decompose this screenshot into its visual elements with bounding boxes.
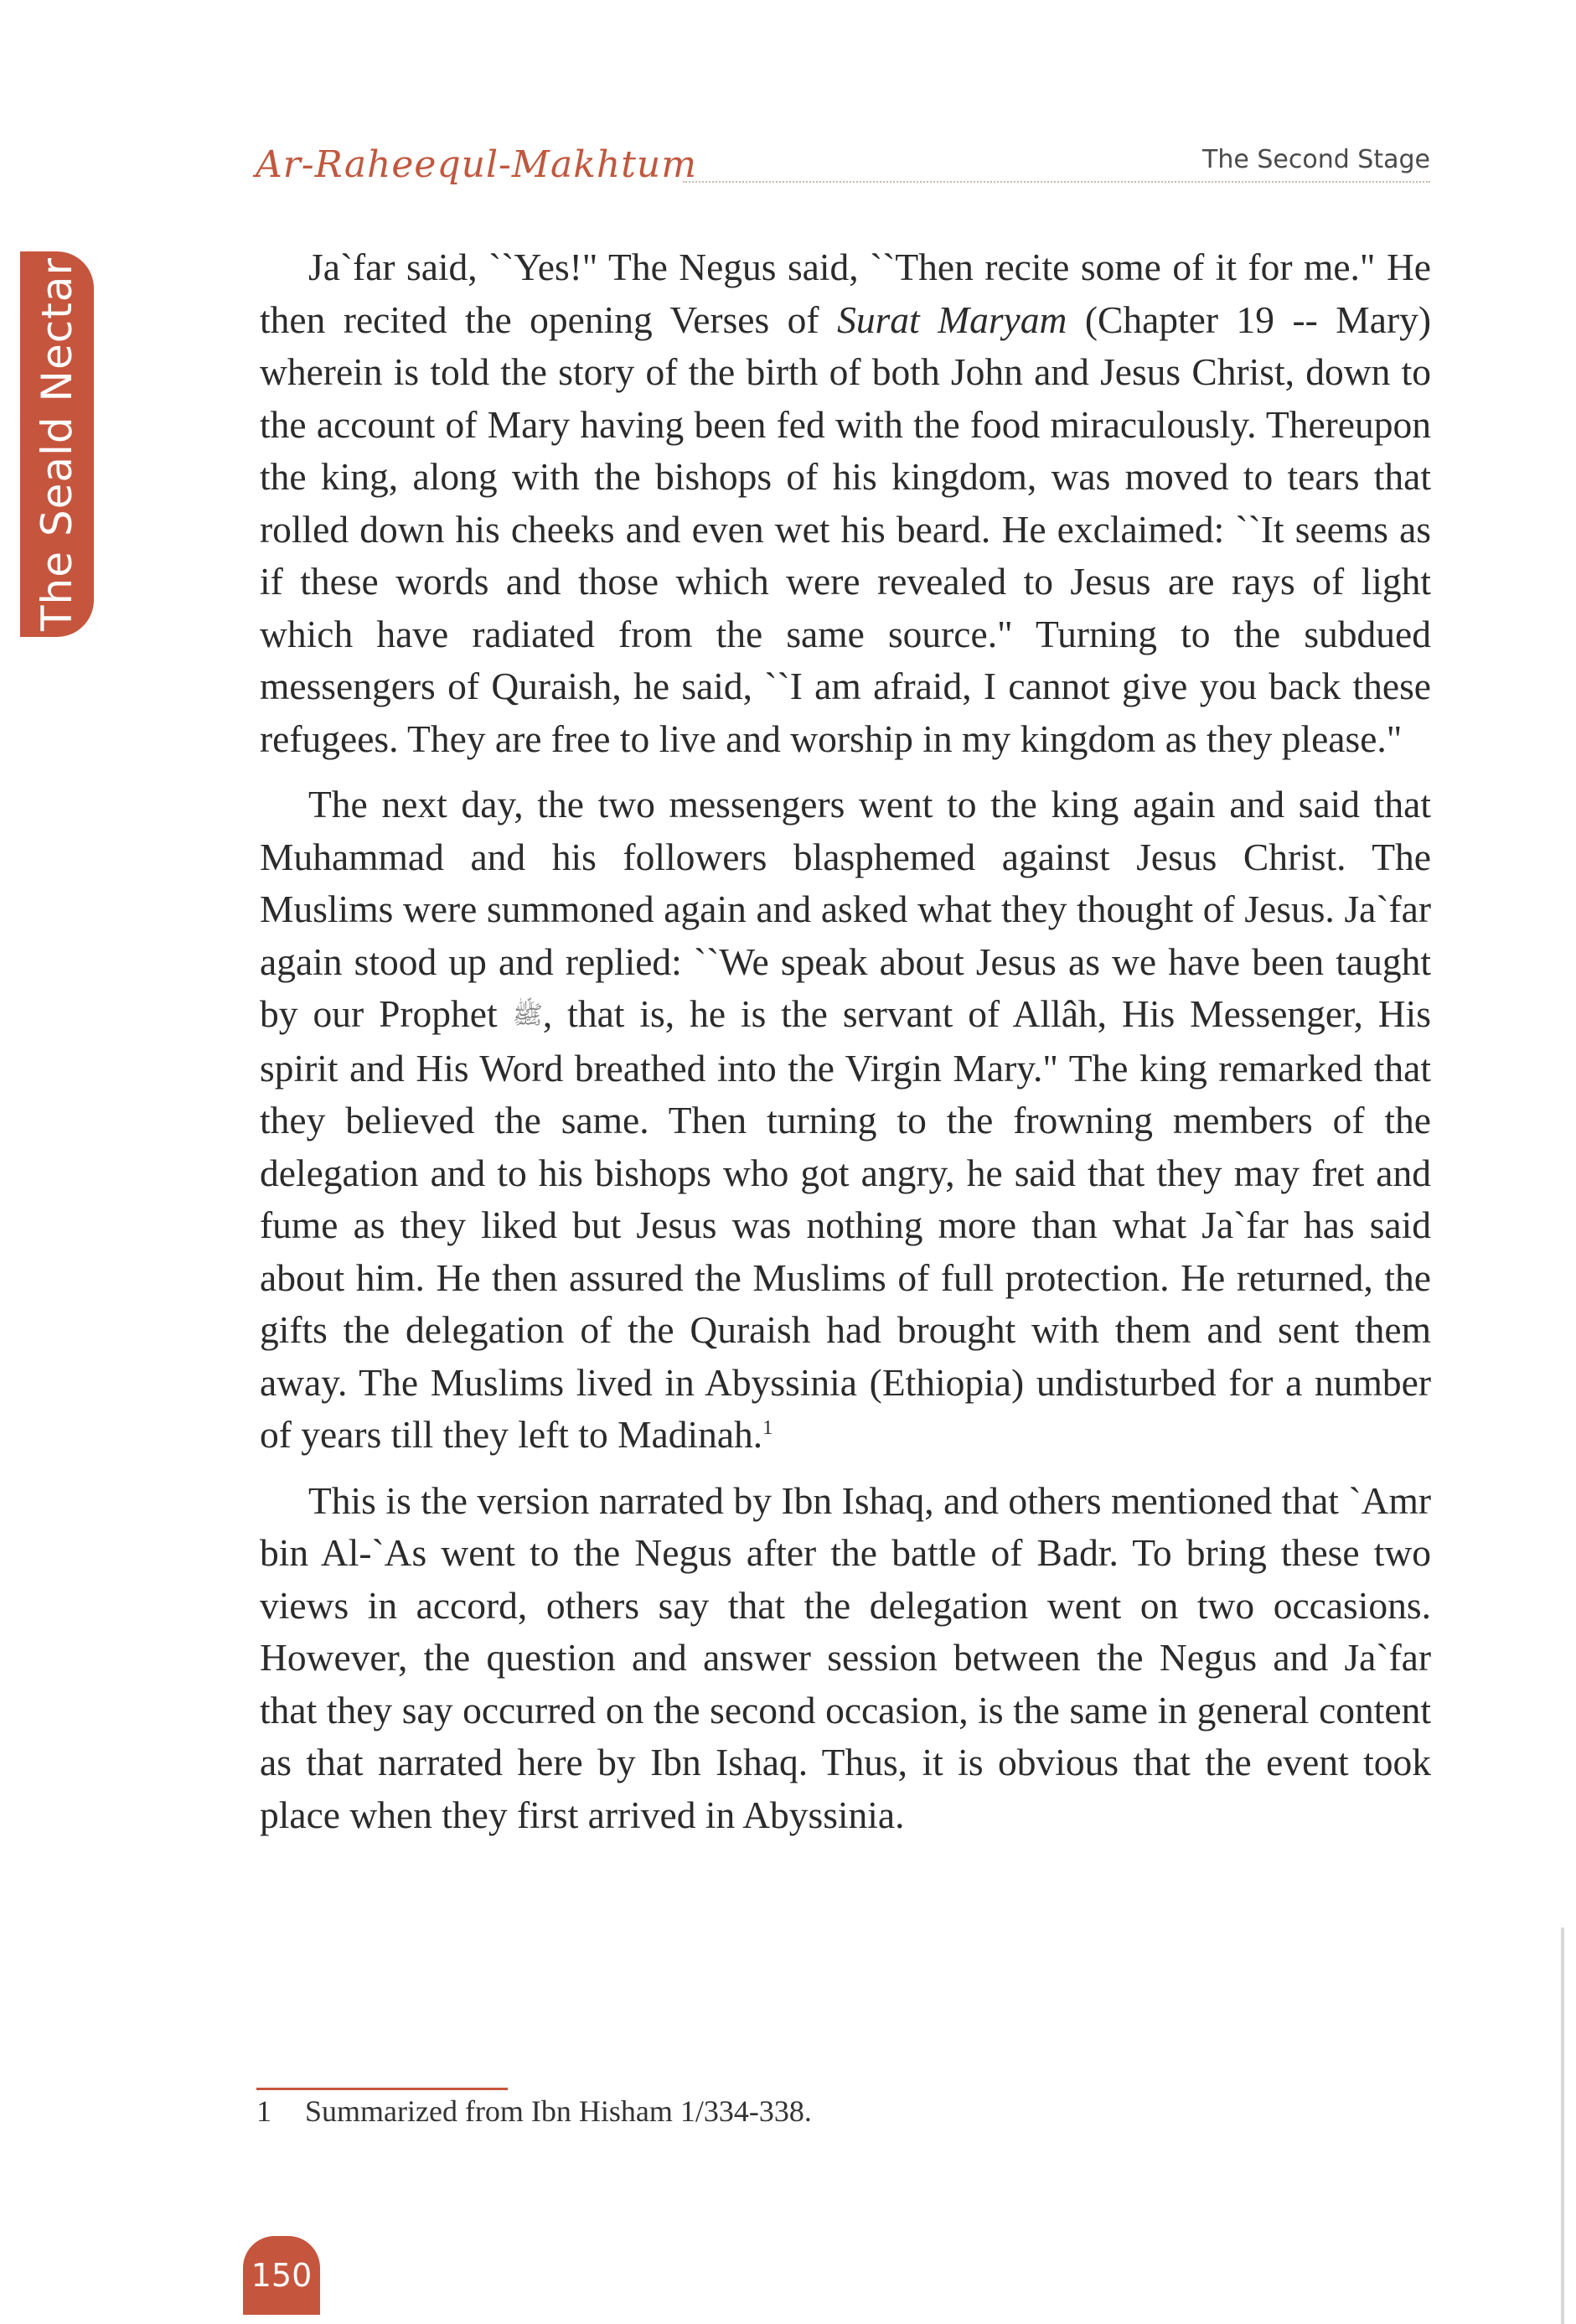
side-tab-label: The Seald Nectar xyxy=(33,256,82,632)
header-dotted-rule xyxy=(683,181,1430,183)
footnote-text: Summarized from Ibn Hisham 1/334-338. xyxy=(305,2094,812,2128)
main-text xyxy=(260,241,1431,1855)
running-section-title: The Second Stage xyxy=(1192,145,1430,174)
footnote xyxy=(256,2094,812,2129)
paragraph-2 xyxy=(260,779,1431,1462)
page-edge-shadow xyxy=(1561,1928,1564,2324)
footnote-number: 1 xyxy=(256,2094,271,2128)
page-number: 150 xyxy=(243,2236,320,2315)
paragraph-2-part-b: , that is, he is the servant of Allâh, His Messenger, His spirit and His Word breathed into the Virgin Mary." The king remarked that they believed the same. Then turning to the frowning members of the delegation and to his bishops who got angry, he said that they may fret and fume as they liked but Jesus was nothing more than what Ja`far has said about him. He then assured the Muslims of full protection. He returned, the gifts the delegation of the Quraish had brought with them and sent them away. The Muslims lived in Abyssinia (Ethiopia) undisturbed for a number of years till they left to Madinah. xyxy=(260,992,1431,1456)
footnote-divider xyxy=(256,2088,508,2090)
paragraph-1-part-a: Ja`far said, ``Yes!" The Negus said, ``Then recite some of it for me." He then recited the opening Verses of xyxy=(260,246,1431,341)
side-tab xyxy=(20,251,94,637)
running-book-title: Ar-Raheequl-Makhtum xyxy=(256,143,697,186)
page-header xyxy=(256,134,1430,193)
paragraph-1 xyxy=(260,241,1431,765)
footnote-reference[interactable]: 1 xyxy=(762,1416,773,1439)
paragraph-2-part-a: The next day, the two messengers went to the king again and said that Muhammad and his followers blasphemed against Jesus Christ. The Muslims were summoned again and asked what they thought of Jesus. Ja`far again stood up and replied: ``We speak about Jesus as we have been taught by our Prophet xyxy=(260,783,1431,1035)
paragraph-3: This is the version narrated by Ibn Ishaq, and others mentioned that `Amr bin Al-`As went to the Negus after the battle of Badr. To bring these two views in accord, others say that the delegation went on two occasions. However, the question and answer session between the Negus and Ja`far that they say occurred on the second occasion, is the same in general content as that narrated here by Ibn Ishaq. Thus, it is obvious that the event took place when they first arrived in Abyssinia. xyxy=(260,1478,1431,1836)
surah-name: Surat Maryam xyxy=(837,298,1067,341)
pbuh-icon: ﷺ xyxy=(512,1001,543,1030)
paragraph-1-part-b: (Chapter 19 -- Mary) wherein is told the story of the birth of both John and Jesus Christ, down to the account of Mary having been fed with the food miraculously. Thereupon the king, along with the bishops of his kingdom, was moved to tears that rolled down his cheeks and even wet his beard. He exclaimed: ``It seems as if these words and those which were revealed to Jesus are rays of light which have radiated from the same source." Turning to the subdued messengers of Quraish, he said, ``I am afraid, I cannot give you back these refugees. They are free to live and worship in my kingdom as they please." xyxy=(260,298,1431,760)
